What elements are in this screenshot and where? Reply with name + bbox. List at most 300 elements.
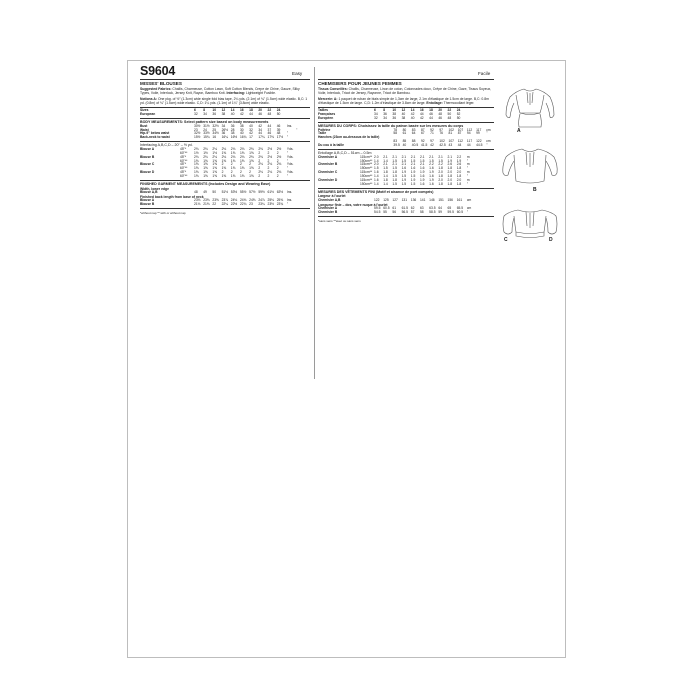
value-cell: 23 [194, 127, 198, 132]
value-cell: 2⅛ [221, 146, 227, 151]
value-cell: 38 [221, 112, 226, 117]
value-cell: 56.5 [401, 209, 408, 214]
unit-cell: " [286, 150, 289, 155]
value-cell: 46 [429, 112, 433, 117]
row-label: Chemisier A [318, 205, 338, 210]
value-cell: 1⅝ [212, 162, 217, 167]
view-b-label: B [533, 187, 537, 193]
value-cell: 2.6 [456, 162, 462, 167]
value-cell: 92 [420, 139, 425, 144]
value-cell: 24⅝ [249, 198, 256, 203]
value-cell: 38 [239, 123, 244, 128]
value-cell: 43 [448, 143, 453, 148]
value-cell: 1.5 [392, 181, 397, 186]
unit-cell: Ins. [286, 123, 293, 128]
entoilage-text: Thermocollant léger. [443, 100, 475, 105]
fabrics-label: Suggested Fabrics: [140, 86, 172, 91]
value-cell: 1⅝ [239, 150, 245, 155]
value-cell: 36 [383, 112, 387, 117]
value-cell: 83 [393, 139, 398, 144]
value-cell: 1.9 [401, 170, 407, 175]
value-cell: 1.4 [374, 181, 379, 186]
value-cell: 88 [411, 139, 416, 144]
view-b-illustration [500, 143, 560, 189]
value-cell: 42 [410, 112, 415, 117]
value-cell: 1⅝ [203, 158, 208, 163]
fabrics-text: Challis, Charmeuse, Cotton Lawn, Soft Cotton Blends, Crepe de Chine, Gauze, Silky Types, Voile, Interlock, Jersey Knit, Rayon, Bamboo Knit. [140, 86, 300, 95]
unit-cell [286, 113, 310, 117]
value-cell: 51½ [221, 189, 228, 194]
row-label: Blouse A,B [140, 189, 158, 194]
value-cell: 1.5 [410, 174, 416, 179]
unit-cell: cm [466, 197, 472, 202]
row-label: Chemisier A,B [318, 197, 341, 202]
value-cell: 23⅝ [212, 198, 219, 203]
value-cell: 2.2 [429, 162, 434, 167]
value-cell: 2.1 [410, 162, 416, 167]
value-cell: 25 [212, 127, 217, 132]
value-cell: 40 [230, 112, 235, 117]
value-cell: 2.0 [438, 178, 443, 183]
view-c-label: C [504, 237, 508, 243]
value-cell: 44 [457, 143, 462, 148]
unit-cell: " [466, 158, 469, 163]
value-cell: 20 [438, 108, 442, 113]
value-cell: 1⅝ [239, 158, 245, 163]
english-fabrics [140, 87, 310, 96]
fabric-width: 60"** [180, 150, 188, 155]
view-label: Chemisier B [318, 162, 338, 167]
length-label: Longueur finie – dos, votre nuque à l'ourlet [318, 202, 388, 207]
value-cell: 61 [402, 131, 407, 136]
value-cell: 17¼ [258, 135, 265, 140]
value-cell: 1.9 [419, 178, 425, 183]
value-cell: 2.1 [419, 162, 425, 167]
table-row [318, 183, 494, 187]
blouse-b-icon [500, 143, 560, 189]
value-cell: 1.9 [410, 170, 416, 175]
mercerie-text: 1 paquet de ruban de biais simple de 1,3cm de large, 2.1m d'élastique de 1.5cm de large. B,C: 0.8m d'élastique de 1.5cm de large. C,D: 1.2m d'élastique de 3.8cm de large. [318, 96, 489, 105]
value-cell: 2 [249, 162, 251, 167]
value-cell: 50 [456, 116, 461, 120]
value-cell: 1.8 [392, 170, 397, 175]
value-cell: 161 [456, 197, 463, 202]
unit-cell: m [466, 170, 470, 175]
value-cell: 54.5 [374, 209, 381, 214]
unit-cell: Yds. [286, 146, 294, 151]
value-cell: 122 [374, 197, 380, 202]
value-cell: 48 [276, 131, 281, 136]
unit-cell: Ins. [286, 198, 293, 203]
value-cell: 2⅛ [276, 162, 282, 167]
value-cell: 16 [419, 108, 424, 113]
unit-cell: " [286, 174, 289, 179]
value-cell: 92 [430, 127, 434, 132]
difficulty-facile: Facile [478, 71, 491, 76]
value-cell: 1.4 [383, 158, 388, 163]
interfacing-title: Interfacing A,B,C,D – 20" – ½ yd. [140, 143, 193, 148]
value-cell: 2 [239, 162, 242, 167]
unit-cell [466, 117, 494, 121]
row-label: Bust [140, 123, 148, 128]
value-cell: 16¾ [239, 135, 247, 140]
table-row [318, 211, 494, 215]
value-cell: 61 [392, 205, 397, 210]
value-cell: 136 [410, 197, 417, 202]
value-cell: 1⅝ [249, 166, 254, 171]
value-cell: 50 [212, 189, 217, 194]
value-cell: 107 [457, 127, 464, 132]
fabric-width: 115cm** [360, 170, 373, 175]
value-cell: 42 [249, 131, 253, 136]
value-cell: 32 [194, 112, 198, 117]
fabric-width: 45"* [180, 146, 187, 151]
value-cell: 2.2 [438, 162, 443, 167]
value-cell: 24 [456, 108, 461, 113]
fabric-width: 150cm** [360, 166, 373, 171]
value-cell: 1⅝ [221, 174, 227, 179]
value-cell: 26½ [221, 127, 228, 132]
value-cell: 23 [249, 202, 253, 207]
value-cell: 1.4 [383, 174, 388, 179]
unit-cell: " [466, 181, 469, 186]
rule [140, 180, 310, 181]
rule [140, 141, 310, 142]
value-cell: 1⅝ [230, 158, 236, 163]
value-cell: 151 [438, 197, 444, 202]
value-cell: 46 [438, 116, 442, 120]
value-cell: 39.5 [393, 143, 400, 148]
unit-cell: " [286, 158, 289, 163]
value-cell: 61½ [267, 189, 274, 194]
value-cell: 2.0 [438, 170, 443, 175]
value-cell: 102 [448, 127, 455, 132]
value-cell: 125 [383, 197, 389, 202]
value-cell: 1.9 [429, 178, 434, 183]
view-label: Blouse D [140, 170, 155, 175]
value-cell: 21⅛ [194, 202, 201, 207]
value-cell: 2⅜ [258, 154, 263, 159]
value-cell: 1.9 [456, 158, 462, 163]
value-cell: 42.5 [439, 143, 446, 148]
value-cell: 65.5 [456, 205, 464, 210]
value-cell: 1.5 [410, 181, 416, 186]
value-cell: 22 [447, 108, 452, 113]
value-cell: 53½ [230, 189, 238, 194]
value-cell: 2⅛ [267, 162, 273, 167]
row-label: Du cou à la taille [318, 143, 345, 148]
unit-cell: " [486, 131, 488, 136]
value-cell: 22 [267, 108, 272, 113]
value-cell: 146 [429, 197, 435, 202]
value-cell: 2.1 [419, 154, 425, 159]
value-cell: 32 [249, 127, 253, 132]
view-label: Chemisier C [318, 170, 338, 175]
value-cell: 59 [438, 209, 442, 214]
value-cell: 1.8 [447, 174, 453, 179]
fabrics-label: Tissus Conseillés: [318, 86, 348, 91]
value-cell: 24 [203, 127, 207, 132]
unit-cell: m [466, 162, 470, 167]
value-cell: 46 [258, 112, 262, 117]
fabric-width: 115cm** [360, 162, 373, 167]
value-cell: 1.8 [456, 166, 462, 171]
value-cell: 1⅝ [249, 174, 254, 179]
value-cell: 1.6 [429, 181, 434, 186]
value-cell: 2.1 [383, 162, 388, 167]
value-cell: 1⅝ [203, 162, 208, 167]
value-cell: 42 [419, 116, 424, 120]
europeen-row [318, 117, 494, 121]
width-label: Width, lower edge [140, 186, 169, 191]
value-cell: 1⅝ [230, 166, 236, 171]
value-cell: 94 [466, 131, 471, 136]
row-label: Tailles [318, 108, 329, 113]
fabric-width: 150cm** [360, 158, 373, 163]
value-cell: 31½ [203, 123, 210, 128]
value-cell: 36 [392, 116, 397, 120]
value-cell: 32½ [194, 131, 201, 136]
value-cell: 24 [276, 108, 281, 113]
value-cell: 2.1 [392, 154, 397, 159]
value-cell: 1.8 [383, 178, 388, 183]
value-cell: 1⅝ [249, 158, 254, 163]
rule [318, 149, 494, 150]
value-cell: 1.6 [419, 181, 425, 186]
value-cell: 1.6 [429, 174, 434, 179]
value-cell: 2 [239, 170, 242, 175]
value-cell: 1⅝ [212, 158, 217, 163]
row-label: Sizes [140, 108, 149, 113]
view-label: Blouse B [140, 154, 155, 159]
value-cell: 1.6 [374, 170, 379, 175]
value-cell: 50 [447, 112, 452, 117]
metrage-table [318, 156, 494, 187]
value-cell: 1.5 [401, 174, 407, 179]
view-label: Blouse C [140, 162, 155, 167]
value-cell: 1⅝ [239, 166, 245, 171]
value-cell: 2.0 [447, 178, 453, 183]
value-cell: 52 [456, 112, 461, 117]
pattern-code: S9604 [140, 64, 176, 78]
value-cell: 22¼ [221, 202, 228, 207]
value-cell: 8 [383, 108, 386, 113]
value-cell: 117 [466, 139, 473, 144]
unit-cell: " [286, 131, 289, 136]
interfacing-label: Interfacing: [226, 90, 245, 95]
value-cell: 32 [374, 116, 378, 120]
value-cell: 71 [430, 131, 434, 136]
value-cell: 55 [383, 209, 387, 214]
value-cell: 34 [258, 127, 262, 132]
value-cell: 1.6 [419, 174, 425, 179]
value-cell: 40 [239, 131, 244, 136]
column-separator [314, 67, 315, 379]
notions-text: One pkg. of ½" (1.3cm) wide single fold bias tape, 2¼ yds. (2.1m) of ¾" (1.5cm) wide elastic. B,C: 1 yd. (0.8m) of ¾" (1.5cm) wide elastic. C,D: 1¼ yds. (1.1m) of 1¼" (3.8cm) wide elastic. [140, 96, 308, 105]
fabric-width: 60"** [180, 158, 188, 163]
value-cell: 2 [258, 174, 261, 179]
table-row [318, 144, 494, 148]
value-cell: 2⅛ [258, 162, 263, 167]
rule [318, 188, 494, 189]
view-a-label: A [517, 128, 521, 134]
value-cell: 1½ [212, 150, 217, 155]
unit-cell: cm [486, 139, 491, 144]
body-measurements-title: MESURES DU CORPS: Choisissez la taille du patron basée sur les mesures du corps [318, 123, 464, 128]
table-row [140, 136, 310, 140]
english-column [140, 78, 310, 215]
value-cell: 23⅞ [221, 198, 228, 203]
value-cell: 59½ [258, 189, 265, 194]
value-cell: 10 [392, 108, 397, 113]
value-cell: 1⅝ [230, 150, 236, 155]
value-cell: 60.5 [456, 209, 464, 214]
value-cell: 16 [239, 108, 244, 113]
value-cell: 56 [392, 209, 397, 214]
value-cell: 1.9 [447, 158, 453, 163]
value-cell: 97 [430, 139, 434, 144]
value-cell: 59.5 [374, 205, 381, 210]
value-cell: 81 [448, 131, 453, 136]
value-cell: 1.8 [456, 174, 462, 179]
value-cell: 34 [374, 112, 378, 117]
value-cell: 1½ [194, 150, 199, 155]
rule [318, 216, 494, 217]
value-cell: 62 [410, 205, 415, 210]
french-mercerie [318, 97, 494, 106]
value-cell: 2 [258, 150, 261, 155]
value-cell: 33½ [203, 131, 210, 136]
value-cell: 23½ [267, 202, 274, 207]
value-cell: 2 [230, 170, 233, 175]
value-cell: 44.5 [476, 143, 483, 148]
fabric-width: 150cm** [360, 181, 373, 186]
value-cell: 36 [212, 112, 217, 117]
value-cell: 39 [276, 127, 281, 132]
value-cell: 1.9 [401, 178, 407, 183]
value-cell: 44 [267, 123, 272, 128]
value-cell: 2½ [276, 146, 282, 151]
value-cell: 2⅛ [203, 146, 208, 151]
value-cell: 1.8 [456, 181, 462, 186]
notions-label: Notions A: [140, 96, 158, 101]
value-cell: 127 [392, 197, 398, 202]
value-cell: 1⅝ [212, 174, 217, 179]
value-cell: 2.1 [438, 154, 443, 159]
value-cell: 2⅛ [230, 146, 236, 151]
value-cell: 17⅜ [267, 135, 274, 140]
difficulty-easy: Easy [292, 71, 303, 76]
unit-cell: Ins. [286, 189, 293, 194]
value-cell: 76 [439, 131, 443, 136]
spacer-cell [360, 211, 374, 215]
view-cd-illustration [500, 202, 560, 242]
value-cell: 1.9 [429, 170, 434, 175]
value-cell: 24⅞ [258, 198, 265, 203]
row-label: Chemisier B [318, 209, 338, 214]
value-cell: 1.9 [410, 178, 416, 183]
value-cell: 78 [393, 127, 398, 132]
unit-cell: " [286, 135, 289, 140]
value-cell: 2⅛ [267, 170, 273, 175]
value-cell: 16 [212, 135, 217, 140]
row-label: Blouse A [140, 198, 155, 203]
size-table [318, 109, 494, 121]
value-cell: 10 [212, 108, 217, 113]
value-cell: 1.6 [401, 166, 407, 171]
value-cell: 40 [402, 143, 407, 148]
value-cell: 24⅜ [239, 198, 247, 203]
value-cell: 117 [476, 127, 482, 132]
value-cell: 1.5 [401, 181, 407, 186]
value-cell: 2⅜ [258, 146, 263, 151]
value-cell: 34½ [212, 131, 219, 136]
value-cell: 1.8 [438, 174, 443, 179]
value-cell: 64 [411, 131, 416, 136]
unit-cell: cm [466, 205, 472, 210]
value-cell: 141 [419, 197, 426, 202]
value-cell: 48 [447, 116, 452, 120]
finished-measurements-title: FINISHED GARMENT MEASUREMENTS (Includes Design and Wearing Ease) [140, 182, 271, 187]
spacer-cell [379, 144, 393, 148]
value-cell: 2 [276, 174, 279, 179]
top-rule [318, 79, 494, 80]
value-cell: 2.0 [374, 154, 379, 159]
value-cell: 48 [438, 112, 442, 117]
unit-cell: " [486, 143, 488, 148]
value-cell: 2.0 [447, 170, 453, 175]
value-cell: 1.8 [383, 170, 388, 175]
value-cell: 2 [276, 150, 279, 155]
value-cell: 40 [410, 116, 415, 120]
value-cell: 15¾ [203, 135, 210, 140]
value-cell: 2⅛ [203, 154, 208, 159]
unit-cell: Yds. [286, 170, 294, 175]
value-cell: 2⅛ [230, 154, 236, 159]
value-cell: 99 [476, 131, 480, 136]
unit-cell: " [466, 166, 469, 171]
value-cell: 50 [276, 112, 281, 117]
value-cell: 40 [401, 112, 406, 117]
value-cell: 58.5 [429, 209, 436, 214]
value-cell: 24⅛ [230, 198, 238, 203]
view-label [140, 175, 180, 179]
value-cell: 32½ [212, 123, 219, 128]
body-measurements-title: BODY MEASUREMENTS: Select pattern size based on body measurements [140, 120, 269, 124]
length-label: Finished back length from base of neck [140, 194, 204, 199]
value-cell: 18 [249, 108, 253, 113]
value-cell: 30 [239, 127, 244, 132]
value-cell: 22 [212, 202, 217, 207]
value-cell: 42 [239, 112, 244, 117]
value-cell: 2½ [267, 154, 273, 159]
value-cell: 107 [448, 139, 455, 144]
value-cell: 44 [429, 116, 433, 120]
value-cell: 22¾ [239, 202, 247, 207]
value-cell: 2 [230, 162, 233, 167]
top-rule [140, 79, 310, 80]
value-cell: 1.8 [447, 181, 453, 186]
value-cell: 2 [276, 158, 279, 163]
value-cell: 112 [466, 127, 473, 132]
spacer-cell [180, 136, 194, 140]
value-cell: 25⅜ [276, 198, 284, 203]
value-cell: 2⅛ [194, 154, 199, 159]
value-cell: 46 [276, 123, 281, 128]
value-cell: 38 [230, 131, 235, 136]
value-cell: 46 [267, 131, 272, 136]
row-label: Poitrine [318, 127, 331, 132]
